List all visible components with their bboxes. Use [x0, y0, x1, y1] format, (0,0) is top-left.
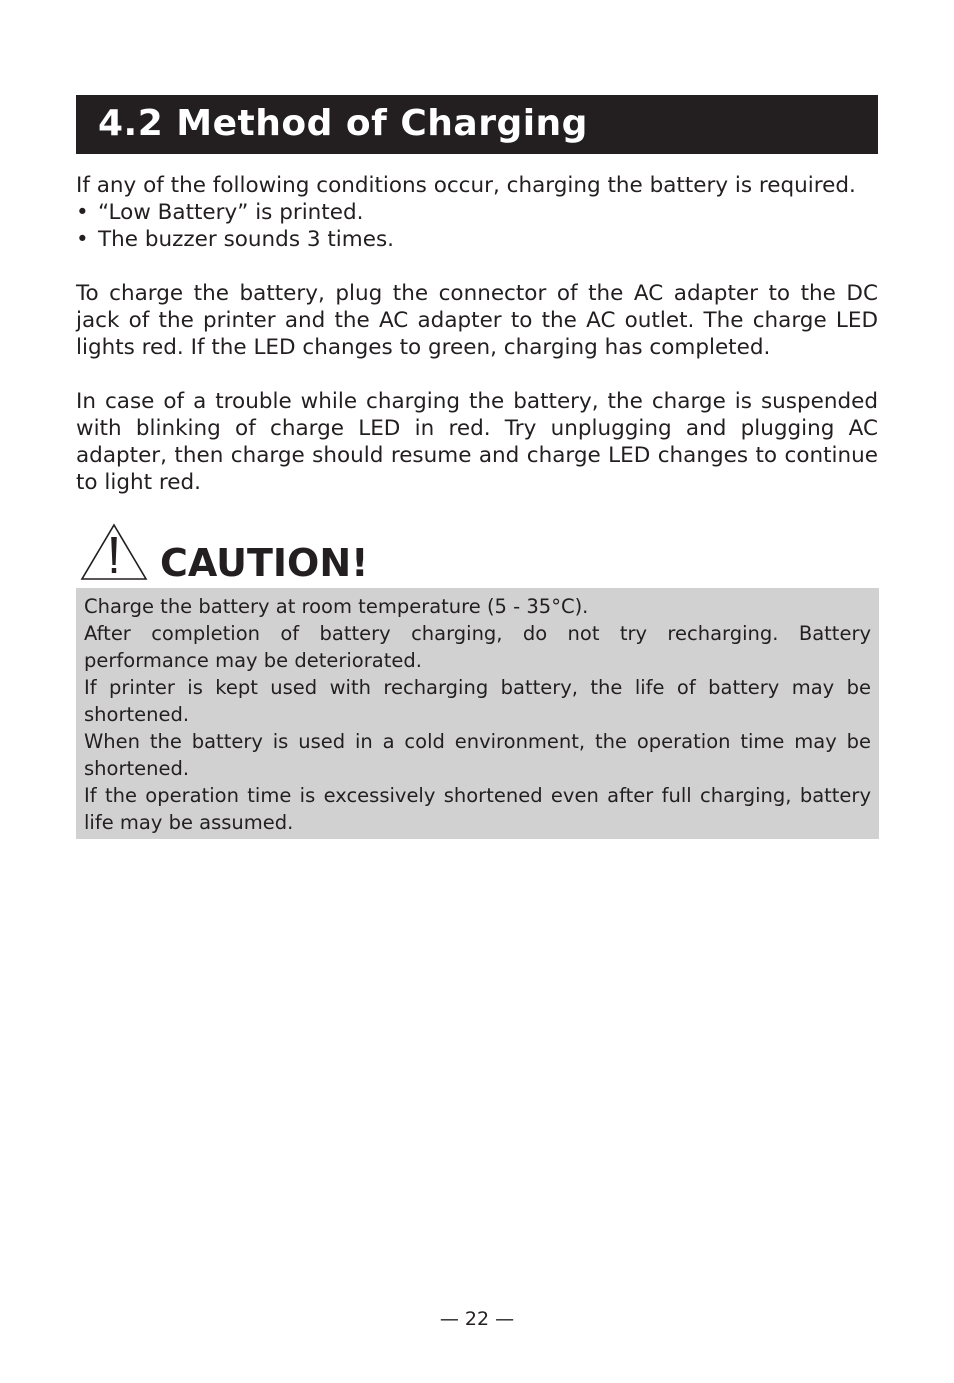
- bullet-text: “Low Battery” is printed.: [98, 200, 364, 225]
- list-item: [76, 199, 394, 226]
- list-item: [76, 226, 394, 253]
- charging-instructions-paragraph: To charge the battery, plug the connector of the AC adapter to the DC jack of the printer and the AC adapter to the AC outlet. The charge LED lights red. If the LED changes to green, charging has completed.: [76, 281, 878, 360]
- caution-item: If the operation time is excessively shortened even after full charging, battery life may be assumed.: [84, 784, 871, 834]
- section-header: [76, 95, 878, 154]
- caution-item: When the battery is used in a cold environment, the operation time may be shortened.: [84, 730, 871, 780]
- section-title: 4.2 Method of Charging: [98, 103, 588, 144]
- conditions-list: [76, 199, 394, 253]
- page-number: — 22 —: [439, 1308, 515, 1330]
- bullet-text: The buzzer sounds 3 times.: [98, 227, 394, 252]
- trouble-paragraph: In case of a trouble while charging the battery, the charge is suspended with blinking of charge LED in red. Try unplugging and plugging AC adapter, then charge should resume and charge LED changes to continue to light red.: [76, 389, 878, 495]
- caution-title: CAUTION!: [160, 541, 369, 585]
- caution-item: Charge the battery at room temperature (5 - 35°C).: [84, 595, 589, 618]
- caution-heading: [80, 520, 880, 586]
- intro-text: [76, 172, 878, 199]
- caution-item: After completion of battery charging, do not try recharging. Battery performance may be deteriorated.: [84, 622, 871, 672]
- bullet-marker: •: [76, 227, 89, 252]
- caution-item: If printer is kept used with recharging battery, the life of battery may be shortened.: [84, 676, 871, 726]
- bullet-marker: •: [76, 200, 89, 225]
- warning-triangle-icon: [80, 522, 148, 582]
- caution-box: [76, 588, 879, 839]
- intro-sentence: If any of the following conditions occur, charging the battery is required.: [76, 173, 856, 198]
